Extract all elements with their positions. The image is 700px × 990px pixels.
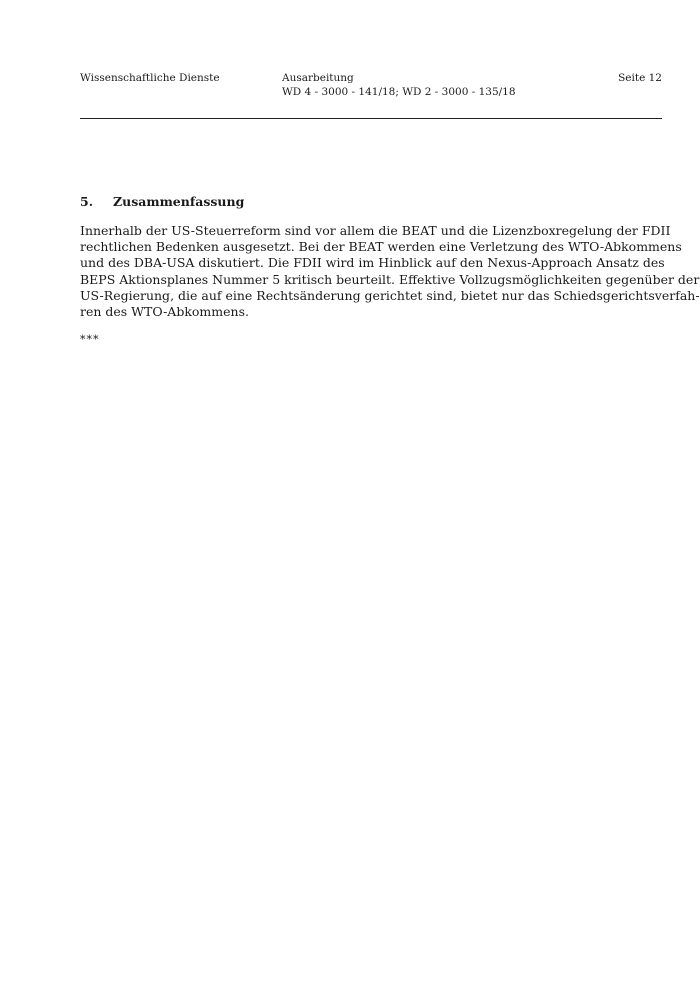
section-number: 5. xyxy=(80,194,94,209)
end-marker: *** xyxy=(80,333,100,346)
paragraph-line: ren des WTO-Abkommens. xyxy=(80,304,249,320)
paragraph-line: Innerhalb der US-Steuerreform sind vor allem die BEAT und die Lizenzboxregelung der FDII xyxy=(80,223,671,238)
section-paragraph xyxy=(80,223,700,320)
paragraph-line: BEPS Aktionsplanes Nummer 5 kritisch beurteilt. Effektive Vollzugsmöglichkeiten gegenüber der xyxy=(80,271,700,287)
section-heading xyxy=(80,194,662,210)
header-page-number: Seite 12 xyxy=(618,72,662,84)
header-organization: Wissenschaftliche Dienste xyxy=(80,72,220,84)
header-document-info xyxy=(282,71,516,99)
page-header xyxy=(80,71,662,111)
section-title: Zusammenfassung xyxy=(113,194,245,209)
header-divider xyxy=(80,118,662,119)
header-doc-number: WD 4 - 3000 - 141/18; WD 2 - 3000 - 135/18 xyxy=(282,86,516,98)
paragraph-line: US-Regierung, die auf eine Rechtsänderung gerichtet sind, bietet nur das Schiedsgerichtsverfah- xyxy=(80,287,700,303)
paragraph-line: und des DBA-USA diskutiert. Die FDII wird im Hinblick auf den Nexus-Approach Ansatz des xyxy=(80,255,665,271)
paragraph-line: rechtlichen Bedenken ausgesetzt. Bei der BEAT werden eine Verletzung des WTO-Abkommens xyxy=(80,239,682,255)
header-doc-type: Ausarbeitung xyxy=(282,72,354,84)
